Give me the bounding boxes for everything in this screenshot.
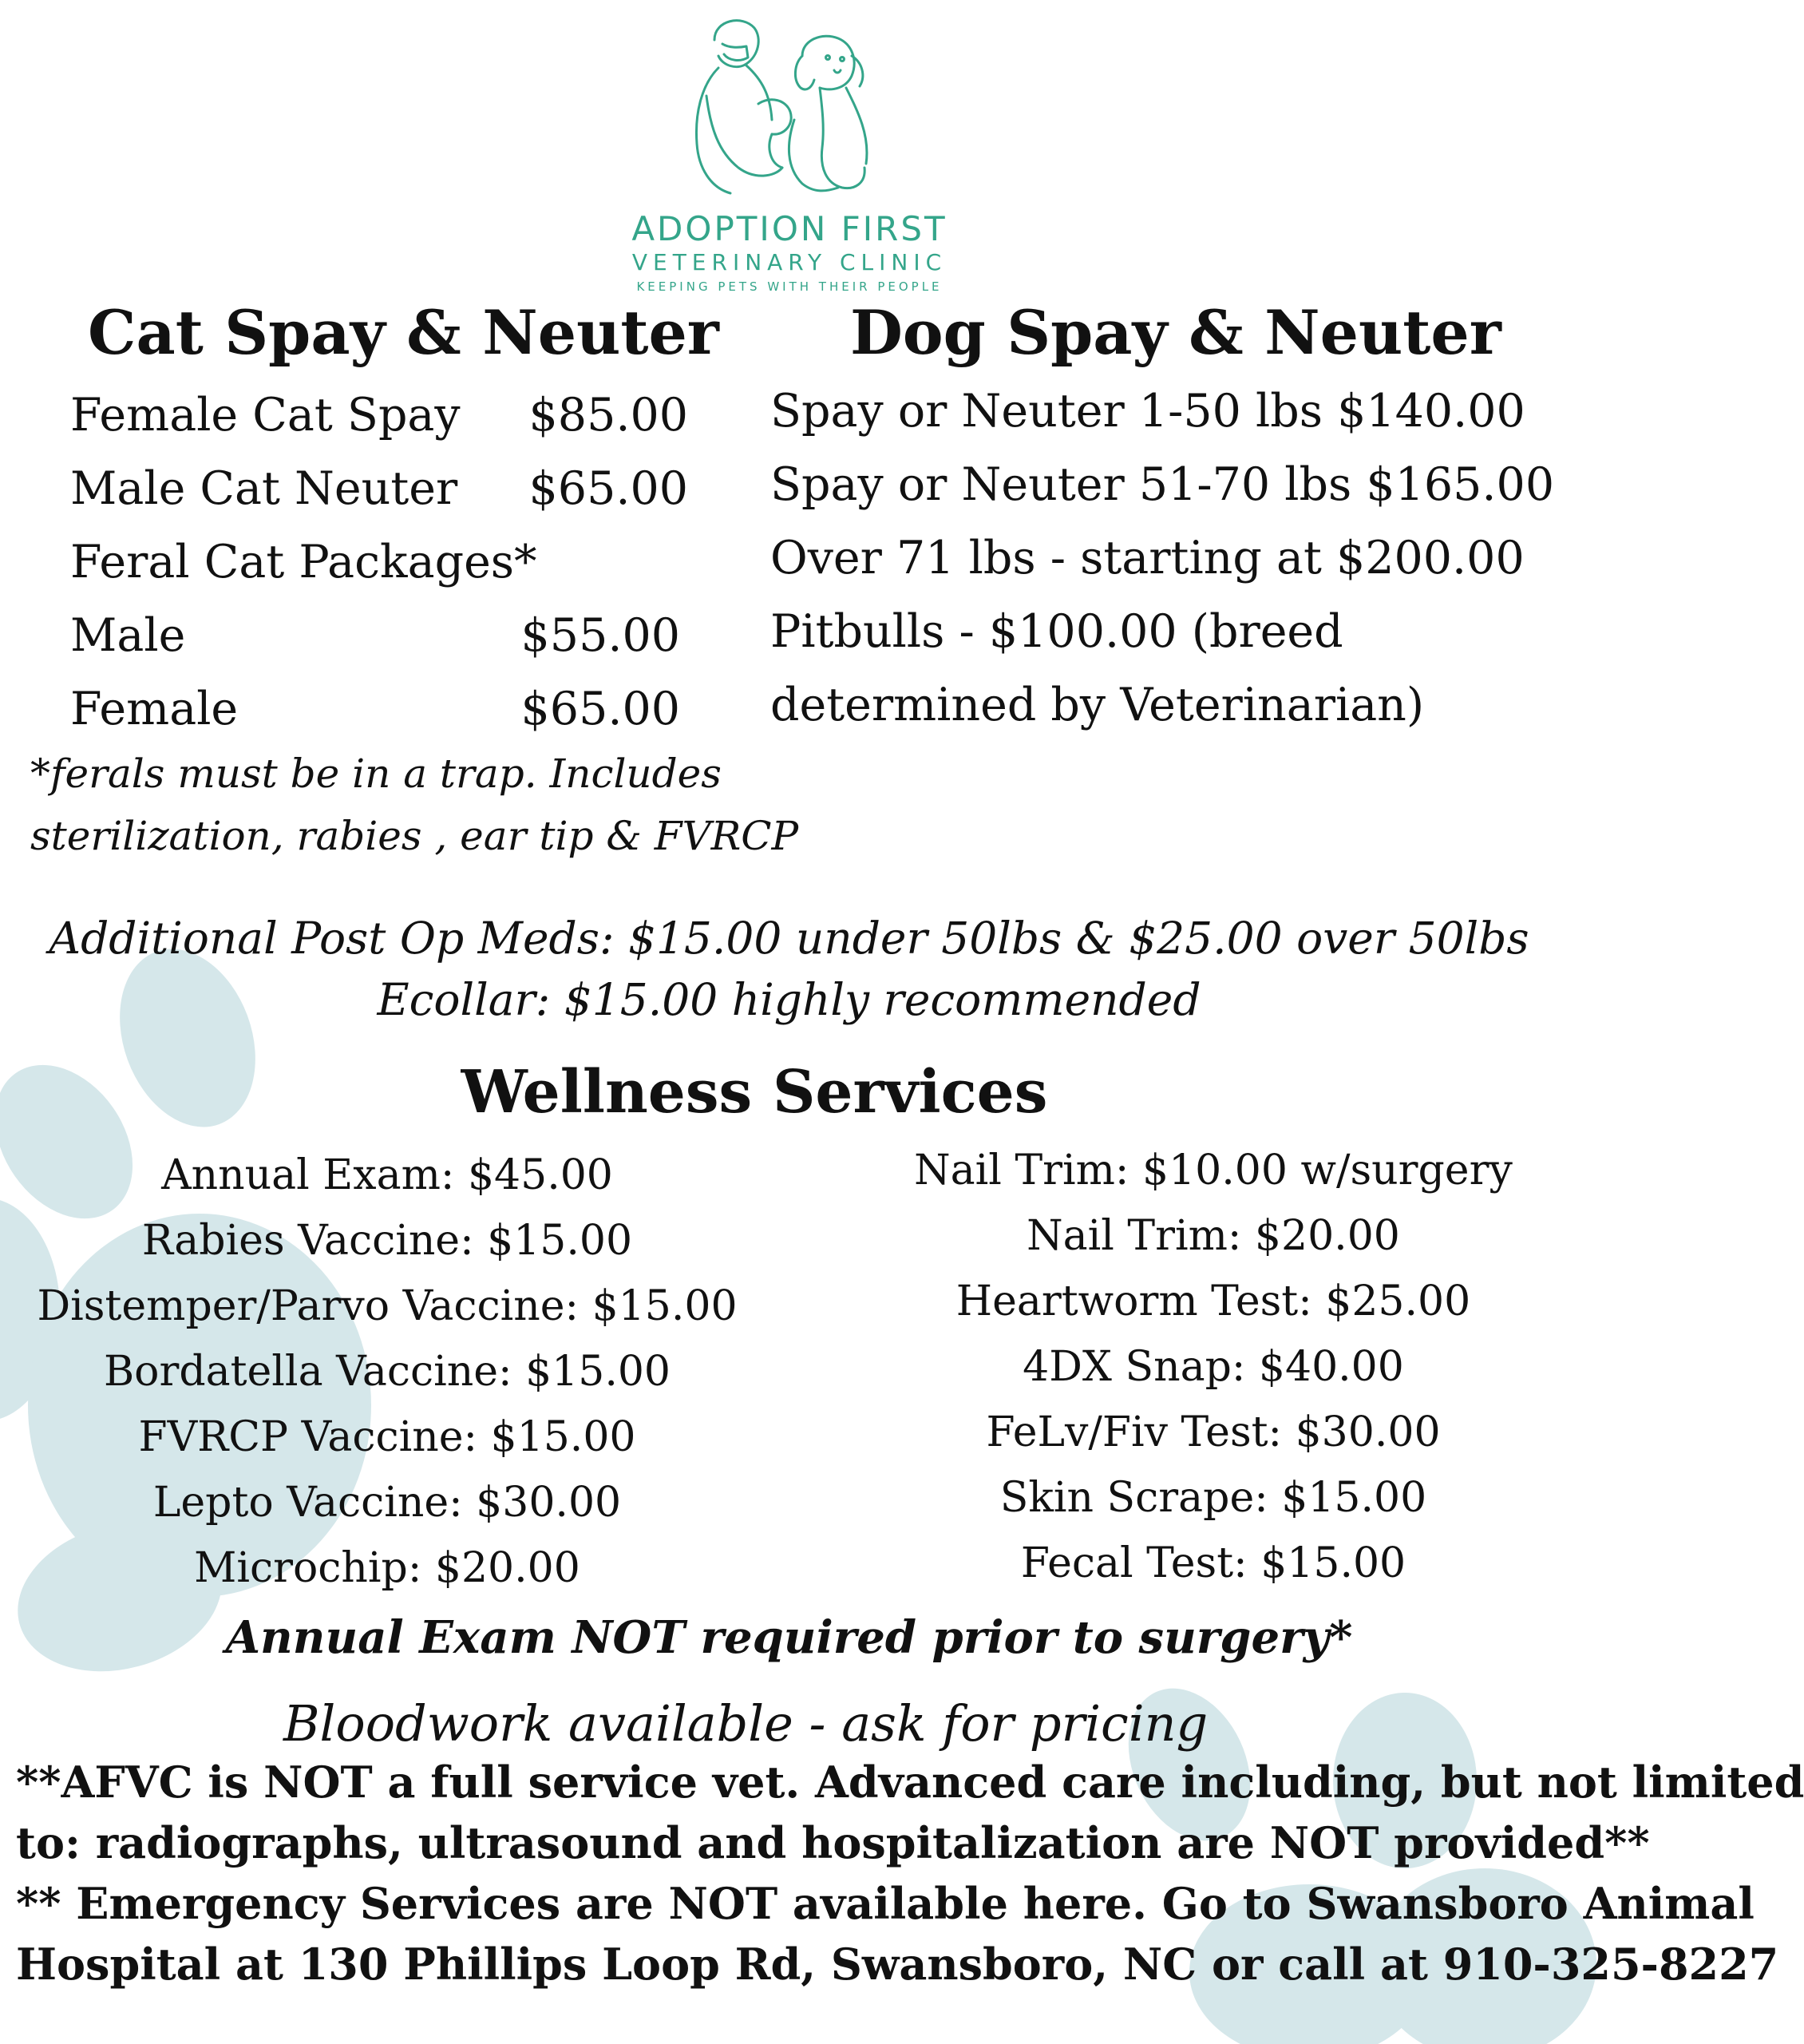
- dog-price-line: Spay or Neuter 51-70 lbs $165.00: [770, 458, 1555, 511]
- post-op-meds-note: Additional Post Op Meds: $15.00 under 50lbs & $25.00 over 50lbs: [49, 913, 1529, 964]
- wellness-item: Nail Trim: $20.00: [1027, 1212, 1400, 1260]
- ecollar-note: Ecollar: $15.00 highly recommended: [377, 974, 1201, 1025]
- dog-section-title: Dog Spay & Neuter: [850, 297, 1501, 368]
- clinic-name: ADOPTION FIRST: [631, 209, 947, 248]
- feral-heading: Feral Cat Packages*: [70, 536, 537, 588]
- wellness-item: Skin Scrape: $15.00: [999, 1474, 1427, 1522]
- cat-section-title: Cat Spay & Neuter: [88, 297, 719, 368]
- clinic-tagline: KEEPING PETS WITH THEIR PEOPLE: [636, 279, 943, 294]
- vet-with-cat-and-dog-icon: [682, 8, 898, 196]
- annual-exam-note: Annual Exam NOT required prior to surgery*: [225, 1611, 1353, 1664]
- disclaimer-line: Hospital at 130 Phillips Loop Rd, Swansboro, NC or call at 910-325-8227: [16, 1939, 1779, 1990]
- wellness-item: FVRCP Vaccine: $15.00: [138, 1413, 636, 1461]
- cat-item-label: Male Cat Neuter: [70, 462, 458, 515]
- wellness-section-title: Wellness Services: [461, 1058, 1048, 1127]
- feral-note-line: sterilization, rabies , ear tip & FVRCP: [30, 813, 799, 859]
- disclaimer-line: to: radiographs, ultrasound and hospitalization are NOT provided**: [16, 1817, 1650, 1868]
- wellness-item: 4DX Snap: $40.00: [1023, 1343, 1404, 1391]
- cat-item-label: Female Cat Spay: [70, 389, 461, 442]
- wellness-item: Heartworm Test: $25.00: [955, 1278, 1471, 1325]
- wellness-item: Microchip: $20.00: [194, 1544, 580, 1592]
- feral-item-price: $65.00: [520, 683, 680, 735]
- wellness-item: FeLv/Fiv Test: $30.00: [986, 1408, 1441, 1456]
- wellness-item: Fecal Test: $15.00: [1020, 1539, 1406, 1587]
- wellness-item: Distemper/Parvo Vaccine: $15.00: [37, 1282, 738, 1330]
- feral-item-label: Male: [70, 609, 186, 662]
- feral-note-line: *ferals must be in a trap. Includes: [30, 751, 722, 797]
- disclaimer-line: **AFVC is NOT a full service vet. Advanced care including, but not limited: [16, 1757, 1804, 1808]
- dog-price-line: Spay or Neuter 1-50 lbs $140.00: [770, 385, 1525, 438]
- cat-item-price: $85.00: [528, 389, 688, 442]
- feral-item-label: Female: [70, 683, 239, 735]
- dog-price-line: Over 71 lbs - starting at $200.00: [770, 532, 1525, 584]
- feral-item-price: $55.00: [520, 609, 680, 662]
- clinic-subtitle: VETERINARY CLINIC: [631, 249, 947, 275]
- dog-price-line: determined by Veterinarian): [770, 679, 1425, 731]
- wellness-item: Annual Exam: $45.00: [161, 1151, 613, 1199]
- wellness-item: Nail Trim: $10.00 w/surgery: [914, 1147, 1513, 1194]
- wellness-item: Bordatella Vaccine: $15.00: [103, 1348, 671, 1396]
- dog-price-line: Pitbulls - $100.00 (breed: [770, 605, 1343, 658]
- bloodwork-note: Bloodwork available - ask for pricing: [283, 1694, 1209, 1753]
- wellness-item: Rabies Vaccine: $15.00: [141, 1217, 633, 1265]
- disclaimer-line: ** Emergency Services are NOT available here. Go to Swansboro Animal: [16, 1878, 1755, 1929]
- cat-item-price: $65.00: [528, 462, 688, 515]
- wellness-item: Lepto Vaccine: $30.00: [152, 1479, 622, 1527]
